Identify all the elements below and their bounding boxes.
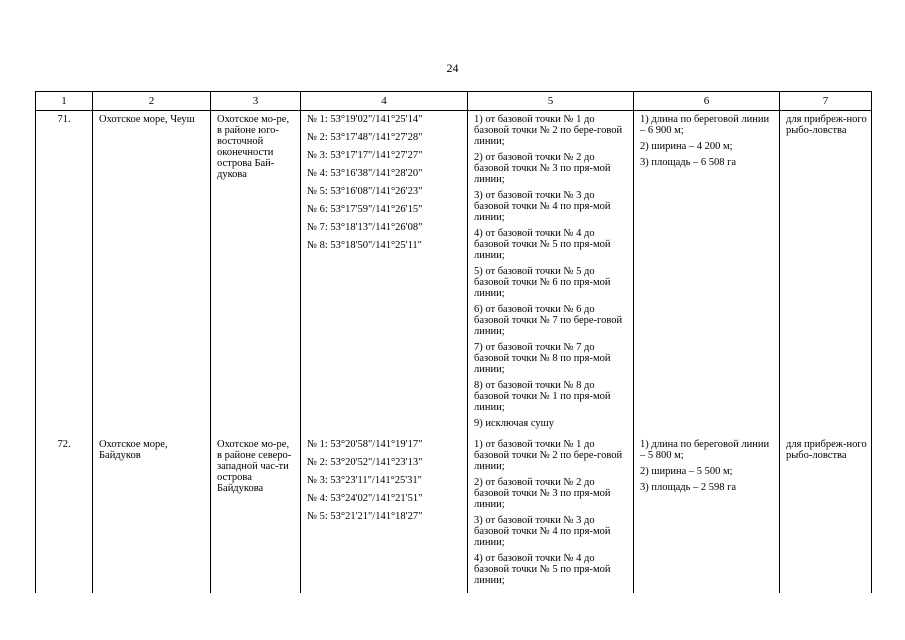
area-purpose: для прибреж-ного рыбо-ловства bbox=[780, 111, 872, 437]
area-parameters bbox=[634, 436, 780, 593]
segment-item: 3) от базовой точки № 3 до базовой точки № 4 по пря-мой линии; bbox=[474, 515, 611, 548]
coordinate-item: № 2: 53°17'48"/141°27'28" bbox=[307, 132, 423, 143]
parameter-item: 1) длина по береговой линии – 5 800 м; bbox=[640, 439, 770, 461]
segment-item: 1) от базовой точки № 1 до базовой точки № 2 по бере-говой линии; bbox=[474, 439, 623, 472]
coordinate-item: № 1: 53°19'02"/141°25'14" bbox=[307, 114, 423, 125]
table-row bbox=[36, 436, 872, 593]
segment-item: 8) от базовой точки № 8 до базовой точки № 1 по пря-мой линии; bbox=[474, 380, 611, 413]
column-header: 3 bbox=[211, 92, 301, 111]
coordinate-item: № 1: 53°20'58"/141°19'17" bbox=[307, 439, 423, 450]
segment-item: 7) от базовой точки № 7 до базовой точки № 8 по пря-мой линии; bbox=[474, 342, 611, 375]
column-header: 1 bbox=[36, 92, 93, 111]
area-location: Охотское мо-ре, в районе юго-восточной оконечности острова Бай-дукова bbox=[211, 111, 301, 437]
column-header: 2 bbox=[93, 92, 211, 111]
parameter-item: 2) ширина – 5 500 м; bbox=[640, 466, 733, 477]
column-header: 4 bbox=[301, 92, 468, 111]
coordinate-item: № 6: 53°17'59"/141°26'15" bbox=[307, 204, 423, 215]
row-number: 72. bbox=[36, 436, 93, 593]
base-point-coordinates bbox=[301, 436, 468, 593]
area-name: Охотское море, Чеуш bbox=[93, 111, 211, 437]
segment-item: 3) от базовой точки № 3 до базовой точки № 4 по пря-мой линии; bbox=[474, 190, 611, 223]
coordinate-item: № 5: 53°21'21"/141°18'27" bbox=[307, 511, 423, 522]
segment-item: 5) от базовой точки № 5 до базовой точки № 6 по пря-мой линии; bbox=[474, 266, 611, 299]
coordinate-item: № 7: 53°18'13"/141°26'08" bbox=[307, 222, 423, 233]
fishing-areas-table bbox=[35, 91, 872, 593]
segment-item: 2) от базовой точки № 2 до базовой точки № 3 по пря-мой линии; bbox=[474, 477, 611, 510]
coordinate-item: № 3: 53°17'17"/141°27'27" bbox=[307, 150, 423, 161]
base-point-coordinates bbox=[301, 111, 468, 437]
column-header: 7 bbox=[780, 92, 872, 111]
coordinate-item: № 3: 53°23'11"/141°25'31" bbox=[307, 475, 422, 486]
coordinate-item: № 8: 53°18'50"/141°25'11" bbox=[307, 240, 422, 251]
column-header: 6 bbox=[634, 92, 780, 111]
table-row bbox=[36, 111, 872, 437]
boundary-segments bbox=[468, 111, 634, 437]
coordinate-item: № 2: 53°20'52"/141°23'13" bbox=[307, 457, 423, 468]
segment-item: 9) исключая сушу bbox=[474, 418, 554, 429]
column-header: 5 bbox=[468, 92, 634, 111]
row-number: 71. bbox=[36, 111, 93, 437]
header-row bbox=[36, 92, 872, 111]
area-location: Охотское мо-ре, в районе северо-западной час-ти острова Байдукова bbox=[211, 436, 301, 593]
area-parameters bbox=[634, 111, 780, 437]
parameter-item: 3) площадь – 6 508 га bbox=[640, 157, 737, 168]
segment-item: 1) от базовой точки № 1 до базовой точки № 2 по бере-говой линии; bbox=[474, 114, 623, 147]
parameter-item: 3) площадь – 2 598 га bbox=[640, 482, 737, 493]
segment-item: 6) от базовой точки № 6 до базовой точки № 7 по бере-говой линии; bbox=[474, 304, 623, 337]
segment-item: 2) от базовой точки № 2 до базовой точки № 3 по пря-мой линии; bbox=[474, 152, 611, 185]
parameter-item: 1) длина по береговой линии – 6 900 м; bbox=[640, 114, 770, 136]
boundary-segments bbox=[468, 436, 634, 593]
area-name: Охотское море, Байдуков bbox=[93, 436, 211, 593]
coordinate-item: № 4: 53°24'02"/141°21'51" bbox=[307, 493, 423, 504]
parameter-item: 2) ширина – 4 200 м; bbox=[640, 141, 733, 152]
page-number: 24 bbox=[446, 61, 459, 75]
segment-item: 4) от базовой точки № 4 до базовой точки № 5 по пря-мой линии; bbox=[474, 553, 611, 586]
coordinate-item: № 5: 53°16'08"/141°26'23" bbox=[307, 186, 423, 197]
segment-item: 4) от базовой точки № 4 до базовой точки № 5 по пря-мой линии; bbox=[474, 228, 611, 261]
coordinate-item: № 4: 53°16'38"/141°28'20" bbox=[307, 168, 423, 179]
area-purpose: для прибреж-ного рыбо-ловства bbox=[780, 436, 872, 593]
